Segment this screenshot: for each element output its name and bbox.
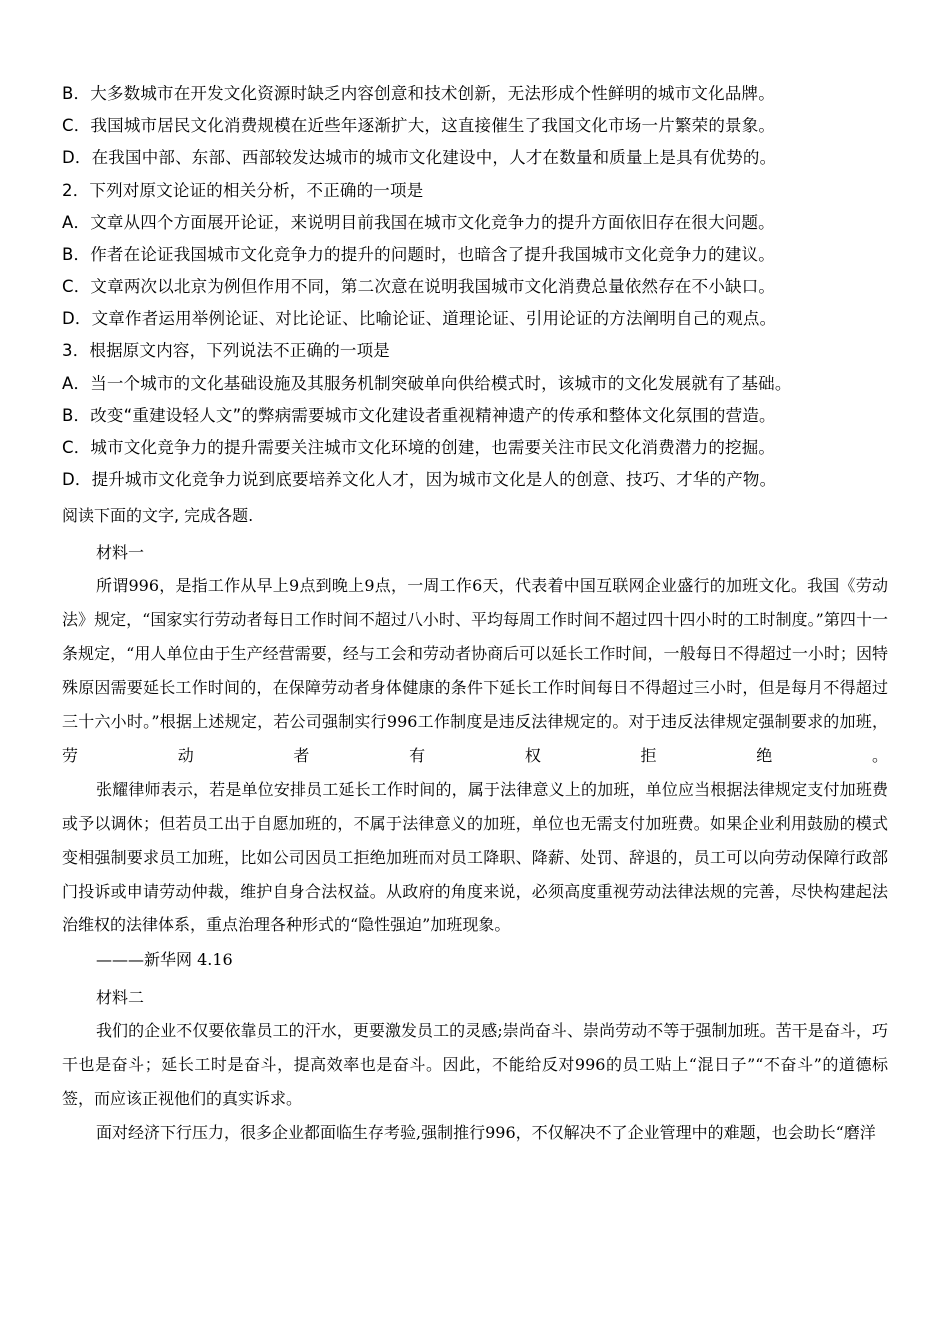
- option-text: 我国城市居民文化消费规模在近些年逐渐扩大，这直接催生了我国文化市场一片繁荣的景象。: [90, 116, 776, 136]
- question-text: 下列对原文论证的相关分析，不正确的一项是: [89, 180, 424, 200]
- option-label: D．: [62, 309, 92, 329]
- option-line: [62, 368, 888, 400]
- option-line: [62, 207, 888, 239]
- option-line: [62, 110, 888, 142]
- option-label: B．: [62, 244, 91, 264]
- question-stem: [62, 175, 888, 207]
- option-label: C．: [62, 277, 91, 297]
- material-one-heading: 材料一: [96, 543, 145, 563]
- material-two-paragraph: 面对经济下行压力，很多企业都面临生存考验,强制推行996，不仅解决不了企业管理中的难题，也会助长“磨洋: [96, 1123, 876, 1143]
- option-text: 文章从四个方面展开论证，来说明目前我国在城市文化竞争力的提升方面依旧存在很大问题。: [90, 212, 775, 232]
- option-line: [62, 303, 888, 335]
- option-line: [62, 239, 888, 271]
- option-line: [62, 464, 888, 496]
- option-label: D．: [62, 470, 92, 490]
- option-text: 提升城市文化竞争力说到底要培养文化人才，因为城市文化是人的创意、技巧、才华的产物。: [91, 470, 777, 490]
- question-number: 3．: [62, 341, 90, 361]
- material-one-source: ———新华网 4.16: [96, 950, 233, 970]
- option-text: 城市文化竞争力的提升需要关注城市文化环境的创建，也需要关注市民文化消费潜力的挖掘。: [90, 437, 776, 457]
- option-label: D．: [62, 148, 92, 168]
- option-label: B．: [62, 84, 91, 103]
- option-text: 作者在论证我国城市文化竞争力的提升的问题时，也暗含了提升我国城市文化竞争力的建议。: [90, 244, 775, 264]
- option-line: [62, 78, 888, 110]
- option-text: 文章两次以北京为例但作用不同，第二次意在说明我国城市文化消费总量依然存在不小缺口。: [90, 277, 776, 297]
- option-text: 文章作者运用举例论证、对比论证、比喻论证、道理论证、引用论证的方法阐明自己的观点。: [91, 309, 777, 329]
- reading-instruction: 阅读下面的文字, 完成各题.: [62, 506, 254, 526]
- question-stem: [62, 335, 888, 367]
- option-line: [62, 400, 888, 432]
- material-two-heading: 材料二: [96, 988, 145, 1008]
- option-label: C．: [62, 437, 91, 457]
- option-line: [62, 432, 888, 464]
- option-text: 当一个城市的文化基础设施及其服务机制突破单向供给模式时，该城市的文化发展就有了基础。: [90, 373, 792, 393]
- option-label: A．: [62, 212, 91, 232]
- material-one-paragraph: 张耀律师表示，若是单位安排员工延长工作时间的，属于法律意义上的加班，单位应当根据法律规定支付加班费或予以调休；但若员工出于自愿加班的，不属于法律意义的加班，单位也无需支付加班费。如果企业利用鼓励的模式变相强制要求员工加班，比如公司因员工拒绝加班而对员工降职、降薪、处罚、辞退的，员工可以向劳动保障行政部门投诉或申请劳动仲裁，维护自身合法权益。从政府的角度来说，必须高度重视劳动法律法规的完善，尽快构建起法治维权的法律体系，重点治理各种形式的“隐性强迫”加班现象。: [62, 779, 888, 935]
- option-text: 在我国中部、东部、西部较发达城市的城市文化建设中，人才在数量和质量上是具有优势的。: [91, 148, 777, 168]
- option-line: [62, 271, 888, 303]
- option-text: 大多数城市在开发文化资源时缺乏内容创意和技术创新，无法形成个性鲜明的城市文化品牌。: [90, 84, 775, 103]
- material-two-paragraph: 我们的企业不仅要依靠员工的汗水，更要激发员工的灵感;崇尚奋斗、崇尚劳动不等于强制加班。苦干是奋斗，巧干也是奋斗；延长工时是奋斗，提高效率也是奋斗。因此，不能给反对996的员工贴上“混日子”“不奋斗”的道德标签，而应该正视他们的真实诉求。: [62, 1021, 888, 1109]
- question-text: 根据原文内容，下列说法不正确的一项是: [89, 341, 391, 361]
- option-label: B．: [62, 405, 91, 425]
- question-number: 2．: [62, 180, 90, 200]
- option-label: A．: [62, 373, 91, 393]
- option-line: [62, 142, 888, 174]
- option-label: C．: [62, 116, 91, 136]
- material-one-paragraph: 所谓996，是指工作从早上9点到晚上9点，一周工作6天，代表着中国互联网企业盛行的加班文化。我国《劳动法》规定，“国家实行劳动者每日工作时间不超过八小时、平均每周工作时间不超过四十四小时的工时制度。”第四十一条规定，“用人单位由于生产经营需要，经与工会和劳动者协商后可以延长工作时间，一般每日不得超过一小时；因特殊原因需要延长工作时间的，在保障劳动者身体健康的条件下延长工作时间每日不得超过三小时，但是每月不得超过三十六小时。”根据上述规定，若公司强制实行996工作制度是违反法律规定的。对于违反法律规定强制要求的加班，劳动者有权拒绝。: [62, 576, 888, 765]
- option-text: 改变“重建设轻人文”的弊病需要城市文化建设者重视精神遗产的传承和整体文化氛围的营造。: [90, 405, 776, 425]
